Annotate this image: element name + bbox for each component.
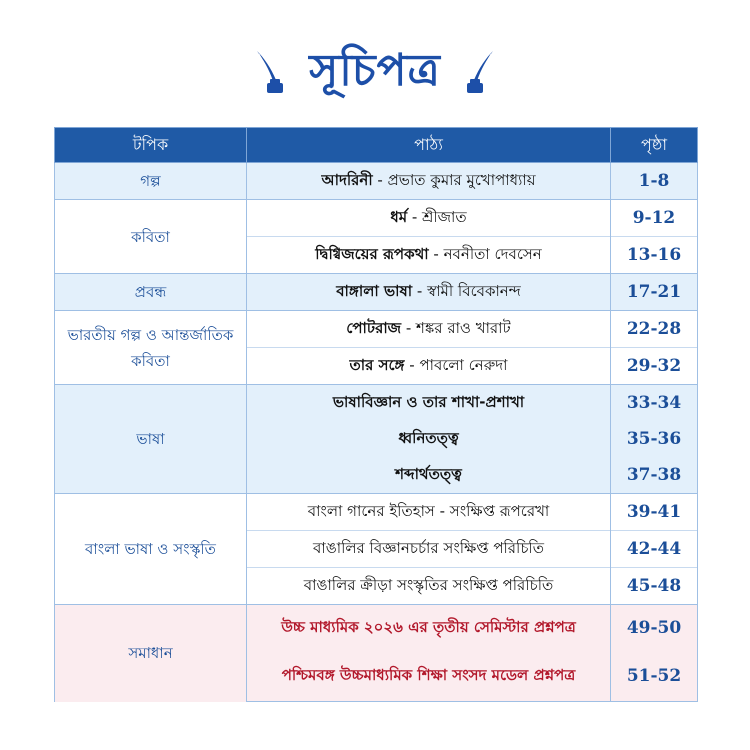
lesson-title: শব্দার্থতত্ত্ব <box>395 464 462 483</box>
lesson-title: উচ্চ মাধ্যমিক ২০২৬ এর তৃতীয় সেমিস্টার প্রশ্নপত্র <box>281 617 576 636</box>
lesson-cell[interactable] <box>247 457 611 494</box>
lesson-title: পশ্চিমবঙ্গ উচ্চমাধ্যমিক শিক্ষা সংসদ মডেল প্রশ্নপত্র <box>281 665 576 684</box>
lesson-cell[interactable]: আদরিনী - প্রভাত কুমার মুখোপাধ্যায় <box>247 163 611 200</box>
topic-cell: ভাষা <box>55 385 247 494</box>
table-row <box>55 605 698 652</box>
page-cell: 9-12 <box>611 200 698 237</box>
contents-table <box>54 127 698 702</box>
page-cell: 37-38 <box>611 457 698 494</box>
lesson-title: ভাষাবিজ্ঞান ও তার শাখা-প্রশাখা <box>332 392 525 411</box>
column-header-page: পৃষ্ঠা <box>611 128 698 163</box>
topic-cell: বাংলা ভাষা ও সংস্কৃতি <box>55 494 247 605</box>
lesson-cell[interactable]: ধর্ম - শ্রীজাত <box>247 200 611 237</box>
lesson-title: বাঙ্গালা ভাষা <box>336 281 413 300</box>
lesson-author: প্রভাত কুমার মুখোপাধ্যায় <box>387 170 536 189</box>
page-cell: 35-36 <box>611 421 698 457</box>
lesson-title: বাঙালির ক্রীড়া সংস্কৃতির সংক্ষিপ্ত পরিচিতি <box>303 575 554 594</box>
page-cell: 17-21 <box>611 274 698 311</box>
table-row <box>55 274 698 311</box>
topic-cell: কবিতা <box>55 200 247 274</box>
page-cell: 1-8 <box>611 163 698 200</box>
topic-cell: ভারতীয় গল্প ও আন্তর্জাতিক কবিতা <box>55 311 247 385</box>
lesson-title: বাঙালির বিজ্ঞানচর্চার সংক্ষিপ্ত পরিচিতি <box>313 538 544 557</box>
lesson-author: স্বামী বিবেকানন্দ <box>427 281 521 300</box>
table-row <box>55 311 698 348</box>
page-cell: 42-44 <box>611 531 698 568</box>
page-title: সূচিপত্র <box>309 44 441 96</box>
lesson-title: পোটরাজ <box>346 318 402 337</box>
lesson-author: নবনীতা দেবসেন <box>443 244 542 263</box>
column-header-topic: টপিক <box>55 128 247 163</box>
lesson-author: শঙ্কর রাও খারাট <box>416 318 511 337</box>
table-row <box>55 163 698 200</box>
lesson-title: তার সঙ্গে <box>349 355 405 374</box>
lesson-cell[interactable] <box>247 385 611 422</box>
lesson-cell[interactable]: পোটরাজ - শঙ্কর রাও খারাট <box>247 311 611 348</box>
table-row <box>55 385 698 422</box>
ink-pen-icon <box>253 49 287 97</box>
lesson-cell[interactable] <box>247 651 611 702</box>
page-cell: 33-34 <box>611 385 698 422</box>
lesson-cell[interactable]: তার সঙ্গে - পাবলো নেরুদা <box>247 348 611 385</box>
lesson-cell[interactable]: বাঙ্গালা ভাষা - স্বামী বিবেকানন্দ <box>247 274 611 311</box>
column-header-lesson: পাঠ্য <box>247 128 611 163</box>
page-cell: 13-16 <box>611 237 698 274</box>
lesson-author: শ্রীজাত <box>422 207 467 226</box>
page-cell: 39-41 <box>611 494 698 531</box>
lesson-title: বাংলা গানের ইতিহাস - সংক্ষিপ্ত রূপরেখা <box>307 501 550 520</box>
topic-cell: প্রবন্ধ <box>55 274 247 311</box>
lesson-title: দ্বিগ্বিজয়ের রূপকথা <box>315 244 429 263</box>
lesson-cell[interactable]: দ্বিগ্বিজয়ের রূপকথা - নবনীতা দেবসেন <box>247 237 611 274</box>
page-cell: 49-50 <box>611 605 698 652</box>
page-cell: 29-32 <box>611 348 698 385</box>
table-row <box>55 200 698 237</box>
topic-cell: সমাধান <box>55 605 247 702</box>
page-cell: 22-28 <box>611 311 698 348</box>
lesson-cell[interactable] <box>247 421 611 457</box>
lesson-title: আদরিনী <box>321 170 373 189</box>
topic-cell: গল্প <box>55 163 247 200</box>
lesson-cell[interactable] <box>247 568 611 605</box>
table-header-row <box>55 128 698 163</box>
page-header <box>0 38 750 108</box>
page-cell: 51-52 <box>611 651 698 702</box>
lesson-title: ধ্বনিতত্ত্ব <box>398 428 459 447</box>
page-cell: 45-48 <box>611 568 698 605</box>
lesson-title: ধর্ম <box>390 207 408 226</box>
table-row <box>55 494 698 531</box>
ink-pen-icon <box>463 49 497 97</box>
lesson-cell[interactable] <box>247 605 611 652</box>
lesson-cell[interactable] <box>247 494 611 531</box>
lesson-author: পাবলো নেরুদা <box>419 355 508 374</box>
lesson-cell[interactable] <box>247 531 611 568</box>
